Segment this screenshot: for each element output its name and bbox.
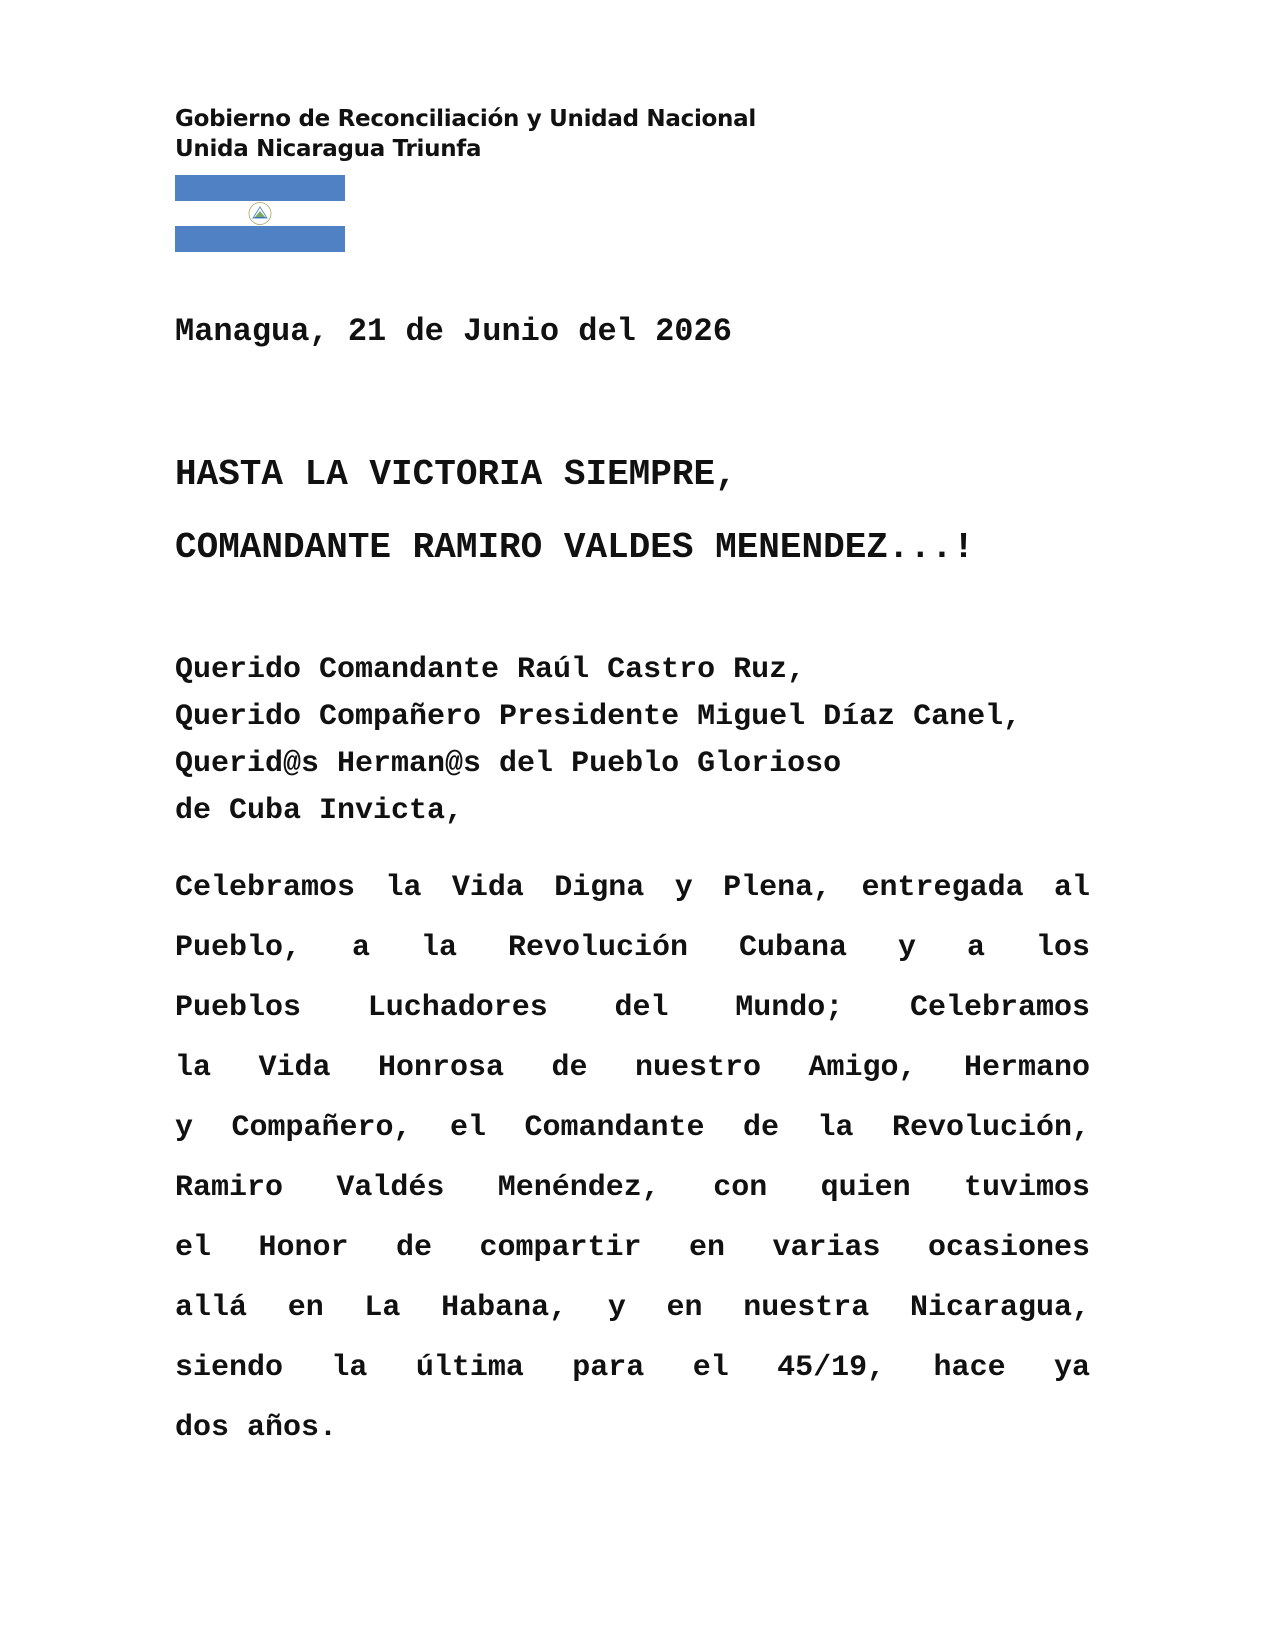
letter-title-line-1: HASTA LA VICTORIA SIEMPRE, xyxy=(175,454,737,495)
body-text-line: Celebramos la Vida Digna y Plena, entregada al xyxy=(175,871,1090,905)
nicaragua-flag-icon xyxy=(175,175,345,252)
body-text-line: la Vida Honrosa de nuestro Amigo, Hermano xyxy=(175,1051,1090,1085)
body-text-line: Pueblos Luchadores del Mundo; Celebramos xyxy=(175,991,1090,1025)
header-slogan: Unida Nicaragua Triunfa xyxy=(175,136,482,162)
body-text-line: y Compañero, el Comandante de la Revolución, xyxy=(175,1111,1090,1145)
letter-title-line-2: COMANDANTE RAMIRO VALDES MENENDEZ...! xyxy=(175,527,975,568)
greeting-line: Querid@s Herman@s del Pueblo Glorioso xyxy=(175,747,842,781)
body-text-line: allá en La Habana, y en nuestra Nicaragua, xyxy=(175,1291,1090,1325)
greeting-line: de Cuba Invicta, xyxy=(175,794,464,828)
body-text-line: el Honor de compartir en varias ocasiones xyxy=(175,1231,1090,1265)
body-text-line: siendo la última para el 45/19, hace ya xyxy=(175,1351,1090,1385)
header-government-name: Gobierno de Reconciliación y Unidad Nacional xyxy=(175,106,756,132)
letter-date: Managua, 21 de Junio del 2026 xyxy=(175,313,732,350)
body-text-line: dos años. xyxy=(175,1411,338,1445)
greeting-line: Querido Comandante Raúl Castro Ruz, xyxy=(175,653,806,687)
body-text-line: Pueblo, a la Revolución Cubana y a los xyxy=(175,931,1090,965)
greeting-line: Querido Compañero Presidente Miguel Díaz Canel, xyxy=(175,700,1022,734)
body-text-line: Ramiro Valdés Menéndez, con quien tuvimos xyxy=(175,1171,1090,1205)
